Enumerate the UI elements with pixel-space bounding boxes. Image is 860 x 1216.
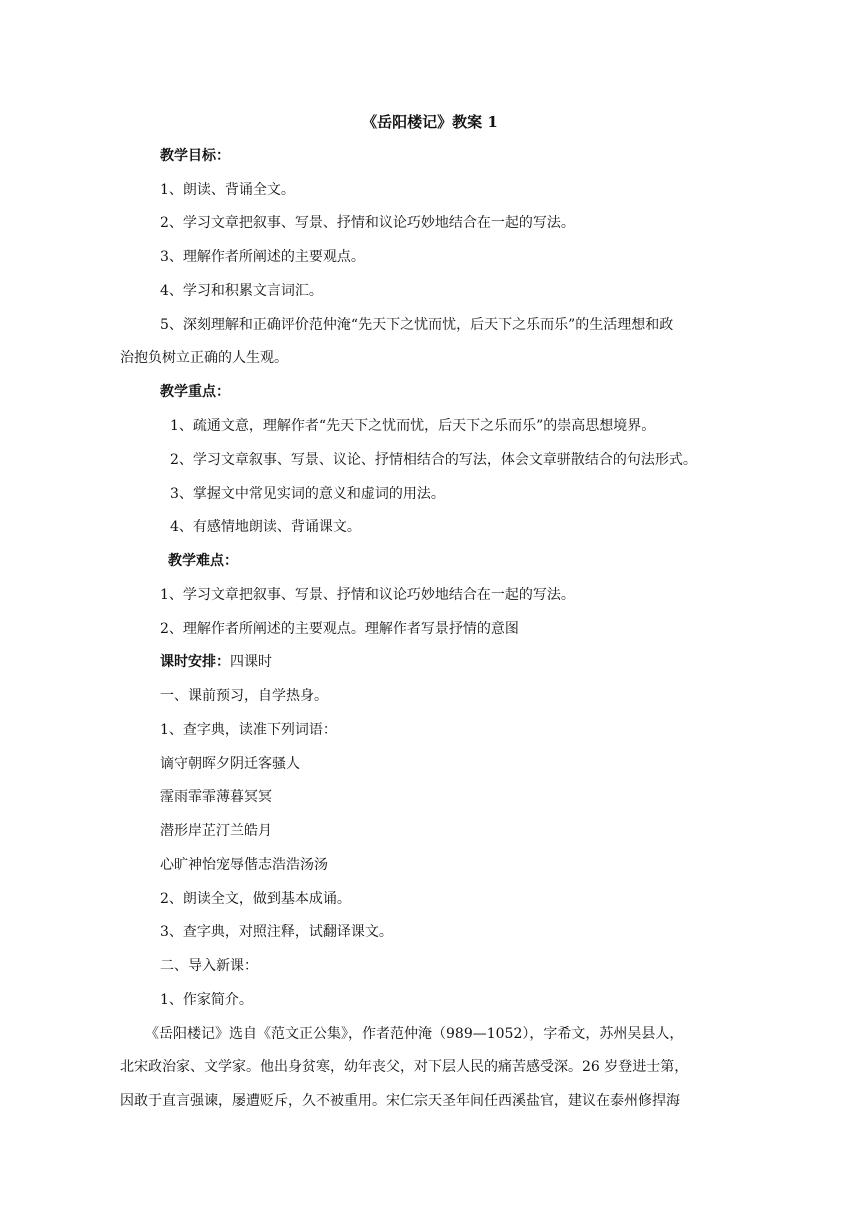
vocabulary-line: 霪雨霏霏薄暮冥冥 (160, 789, 272, 805)
section-one-item: 1、查字典，读准下列词语： (160, 722, 337, 738)
key-point-item: 1、疏通文意，理解作者“先天下之忧而忧，后天下之乐而乐”的崇高思想境界。 (170, 418, 656, 434)
objective-item: 1、朗读、背诵全文。 (160, 182, 295, 198)
key-point-item: 2、学习文章叙事、写景、议论、抒情相结合的写法，体会文章骈散结合的句法形式。 (170, 452, 697, 468)
objective-item: 2、学习文章把叙事、写景、抒情和议论巧妙地结合在一起的写法。 (160, 215, 575, 231)
objective-item-continuation: 治抱负树立正确的人生观。 (120, 350, 288, 366)
objectives-heading: 教学目标： (160, 148, 230, 164)
vocabulary-line: 谪守朝晖夕阴迁客骚人 (160, 756, 300, 772)
vocabulary-line: 潜形岸芷汀兰皓月 (160, 823, 272, 839)
vocabulary-line: 心旷神怡宠辱偕志浩浩汤汤 (160, 857, 328, 873)
key-points-heading: 教学重点： (160, 384, 230, 400)
key-point-item: 3、掌握文中常见实词的意义和虚词的用法。 (170, 486, 445, 502)
key-point-item: 4、有感情地朗读、背诵课文。 (170, 519, 361, 535)
objective-item: 5、深刻理解和正确评价范仲淹“先天下之忧而忧，后天下之乐而乐”的生活理想和政 (160, 317, 674, 333)
section-one-item: 2、朗读全文，做到基本成诵。 (160, 891, 351, 907)
schedule-label: 课时安排： (160, 654, 230, 670)
objective-item: 4、学习和积累文言词汇。 (160, 283, 323, 299)
section-one-item: 3、查字典，对照注释，试翻译课文。 (160, 924, 393, 940)
section-one-heading: 一、课前预习，自学热身。 (160, 688, 328, 704)
objective-item: 3、理解作者所阐述的主要观点。 (160, 249, 365, 265)
difficulties-heading: 教学难点： (168, 553, 238, 569)
schedule-line (160, 652, 272, 672)
author-paragraph-line: 因敢于直言强谏，屡遭贬斥，久不被重用。宋仁宗天圣年间任西溪盐官，建议在泰州修捍海 (120, 1093, 680, 1109)
section-two-heading: 二、导入新课： (160, 958, 258, 974)
section-two-item: 1、作家简介。 (160, 992, 253, 1008)
difficulty-item: 1、学习文章把叙事、写景、抒情和议论巧妙地结合在一起的写法。 (160, 587, 575, 603)
document-title: 《岳阳楼记》教案 1 (362, 113, 498, 131)
author-paragraph-line: 《岳阳楼记》选自《范文正公集》，作者范仲淹（989—1052），字希文，苏州吴县人， (145, 1026, 684, 1042)
author-paragraph-line: 北宋政治家、文学家。他出身贫寒，幼年丧父，对下层人民的痛苦感受深。26 岁登进士第， (120, 1059, 689, 1075)
difficulty-item: 2、理解作者所阐述的主要观点。理解作者写景抒情的意图 (160, 621, 519, 637)
schedule-value: 四课时 (230, 654, 272, 670)
